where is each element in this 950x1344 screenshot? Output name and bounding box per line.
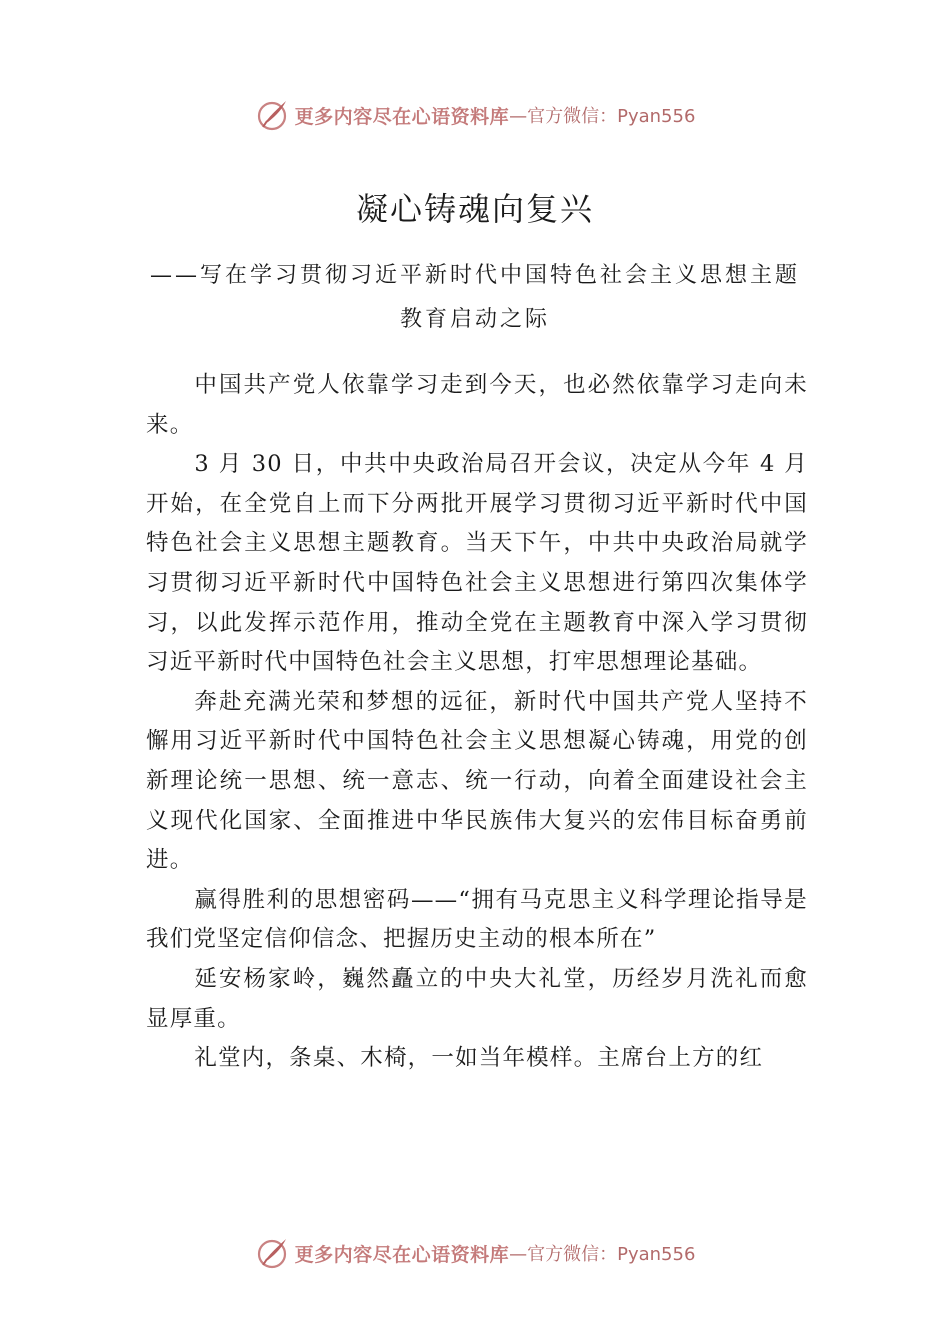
paragraph: 延安杨家岭，巍然矗立的中央大礼堂，历经岁月洗礼而愈显厚重。 — [146, 965, 808, 1032]
article-body — [146, 366, 808, 1079]
watermark-brand: 更多内容尽在心语资料库 — [294, 1243, 510, 1266]
quill-seal-icon — [255, 97, 291, 133]
article-subtitle: ——写在学习贯彻习近平新时代中国特色社会主义思想主题教育启动之际 — [149, 263, 800, 332]
watermark-wechat: —官方微信：Pyan556 — [509, 106, 696, 127]
paragraph: 奔赴充满光荣和梦想的远征，新时代中国共产党人坚持不懈用习近平新时代中国特色社会主义思想凝心铸魂，用党的创新理论统一思想、统一意志、统一行动，向着全面建设社会主义现代化国家、全面推进中华民族伟大复兴的宏伟目标奋勇前进。 — [146, 688, 808, 874]
paragraph: 礼堂内，条桌、木椅，一如当年模样。主席台上方的红 — [194, 1045, 764, 1072]
watermark-wechat: —官方微信：Pyan556 — [509, 1244, 696, 1265]
paragraph: 3 月 30 日，中共中央政治局召开会议，决定从今年 4 月开始，在全党自上而下分两批开展学习贯彻习近平新时代中国特色社会主义思想主题教育。当天下午，中共中央政治局就学习贯彻习近平新时代中国特色社会主义思想进行第四次集体学习，以此发挥示范作用，推动全党在主题教育中深入学习贯彻习近平新时代中国特色社会主义思想，打牢思想理论基础。 — [146, 451, 808, 676]
watermark-banner-top — [0, 95, 950, 135]
watermark-banner-bottom — [0, 1233, 950, 1273]
quill-seal-icon — [255, 1235, 291, 1271]
article-title: 凝心铸魂向复兴 — [355, 190, 594, 228]
watermark-brand: 更多内容尽在心语资料库 — [294, 105, 510, 128]
paragraph: 赢得胜利的思想密码——“拥有马克思主义科学理论指导是我们党坚定信仰信念、把握历史主动的根本所在” — [146, 886, 808, 953]
paragraph: 中国共产党人依靠学习走到今天，也必然依靠学习走向未来。 — [146, 372, 808, 438]
